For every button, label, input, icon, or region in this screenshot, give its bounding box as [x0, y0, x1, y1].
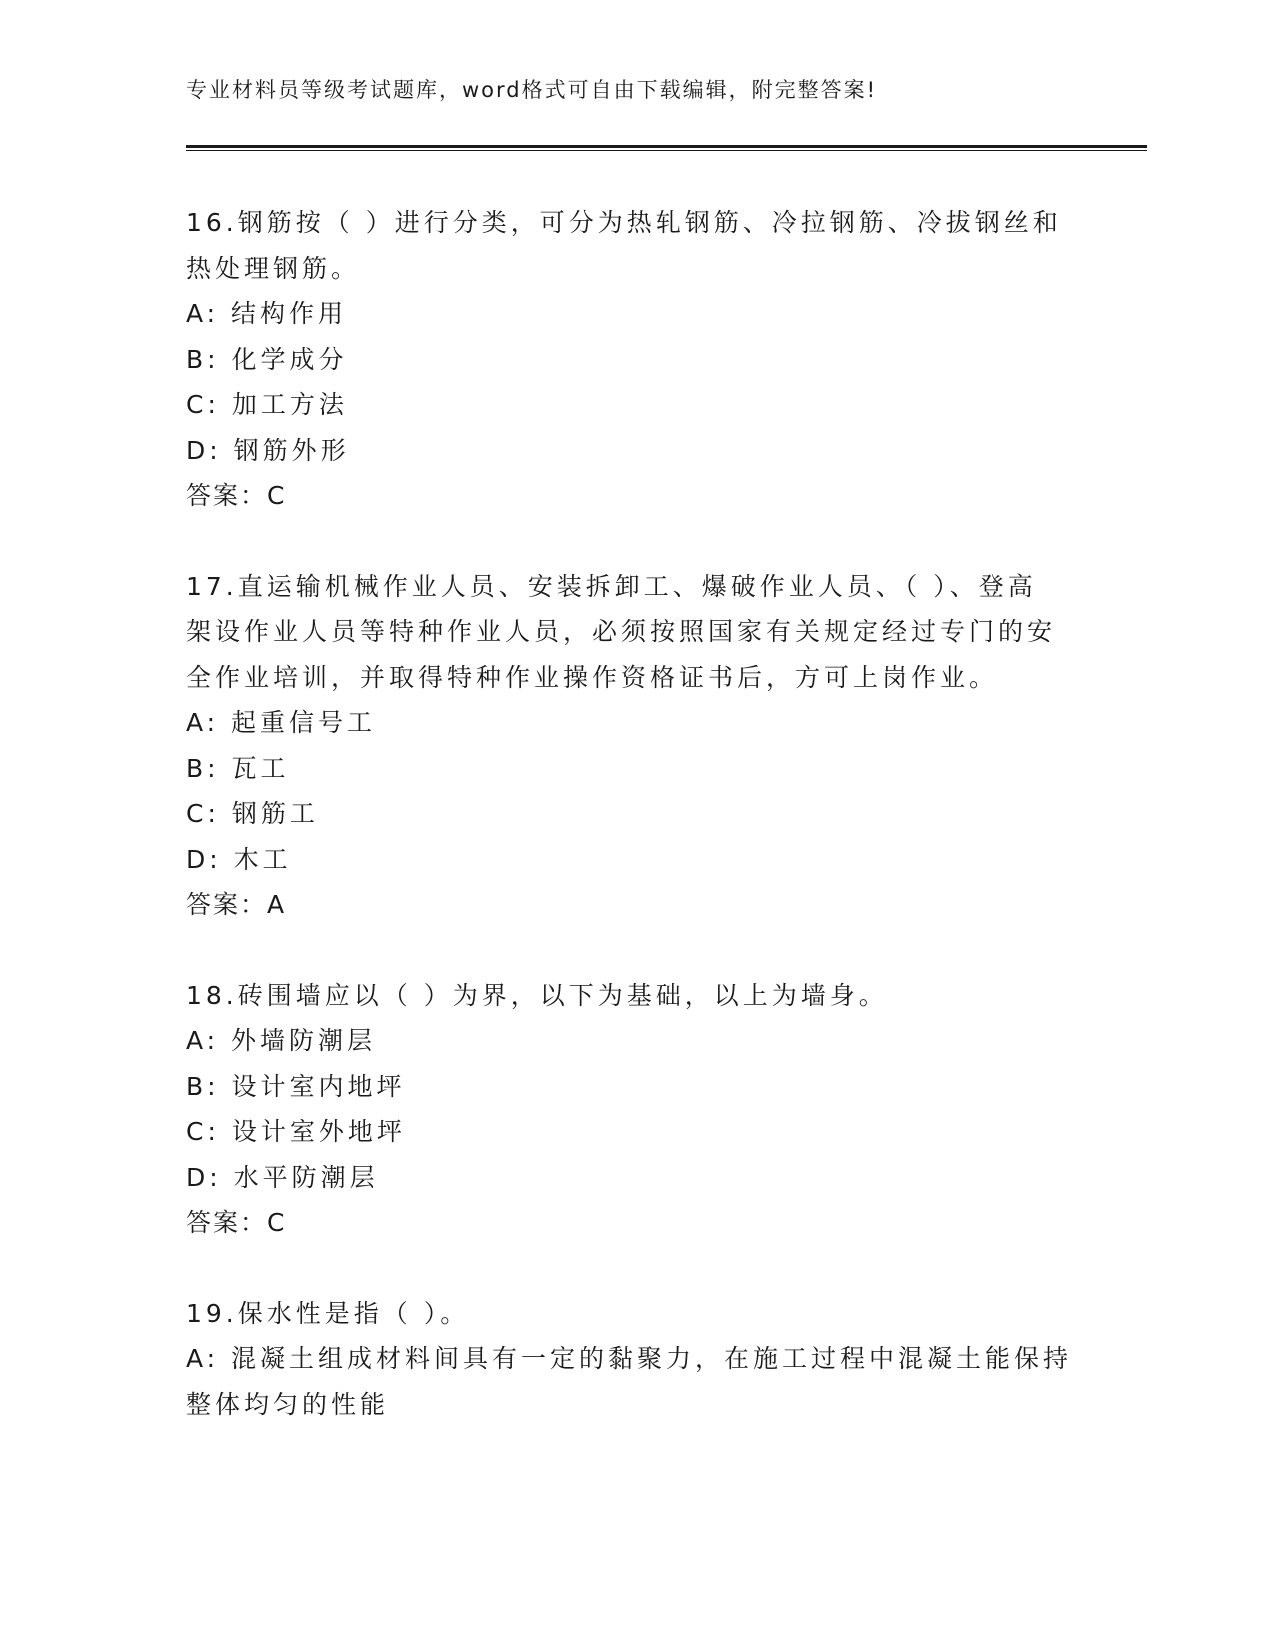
question-16 — [186, 200, 1066, 519]
header-rule-thick — [186, 145, 1147, 148]
option-a: A: 结构作用 — [186, 299, 348, 328]
option-a-continued: 整体均匀的性能 — [186, 1389, 390, 1419]
question-stem: 全作业培训，并取得特种作业操作资格证书后，方可上岗作业。 — [186, 662, 999, 692]
question-list — [186, 200, 1073, 1472]
option-a: A: 外墙防潮层 — [186, 1026, 377, 1055]
question-18 — [186, 973, 1066, 1246]
answer: 答案：C — [186, 481, 287, 510]
page-header: 专业材料员等级考试题库，word格式可自由下载编辑，附完整答案! — [186, 78, 878, 102]
option-c: C: 设计室外地坪 — [186, 1117, 406, 1146]
answer: 答案：A — [186, 890, 287, 919]
question-stem: 热处理钢筋。 — [186, 253, 361, 283]
option-a: A: 混凝土组成材料间具有一定的黏聚力，在施工过程中混凝土能保持 — [186, 1344, 1073, 1373]
question-stem: 19.保水性是指（ ）。 — [186, 1298, 470, 1328]
question-stem: 16.钢筋按（ ）进行分类，可分为热轧钢筋、冷拉钢筋、冷拔钢丝和 — [186, 208, 1062, 237]
option-c: C: 钢筋工 — [186, 799, 319, 828]
answer: 答案：C — [186, 1208, 287, 1237]
option-d: D: 水平防潮层 — [186, 1162, 379, 1192]
option-d: D: 钢筋外形 — [186, 435, 350, 465]
option-c: C: 加工方法 — [186, 390, 348, 419]
option-b: B: 化学成分 — [186, 344, 348, 374]
question-stem: 17.直运输机械作业人员、安装拆卸工、爆破作业人员、（ ）、登高 — [186, 571, 1037, 601]
option-b: B: 设计室内地坪 — [186, 1071, 406, 1101]
option-b: B: 瓦工 — [186, 753, 290, 783]
option-a: A: 起重信号工 — [186, 708, 377, 737]
question-stem: 18.砖围墙应以（ ）为界，以下为基础，以上为墙身。 — [186, 980, 888, 1010]
question-17 — [186, 564, 1066, 928]
question-stem: 架设作业人员等特种作业人员，必须按照国家有关规定经过专门的安 — [186, 617, 1057, 646]
option-d: D: 木工 — [186, 844, 292, 874]
header-rule-thin — [186, 150, 1147, 151]
question-19 — [186, 1291, 1073, 1428]
